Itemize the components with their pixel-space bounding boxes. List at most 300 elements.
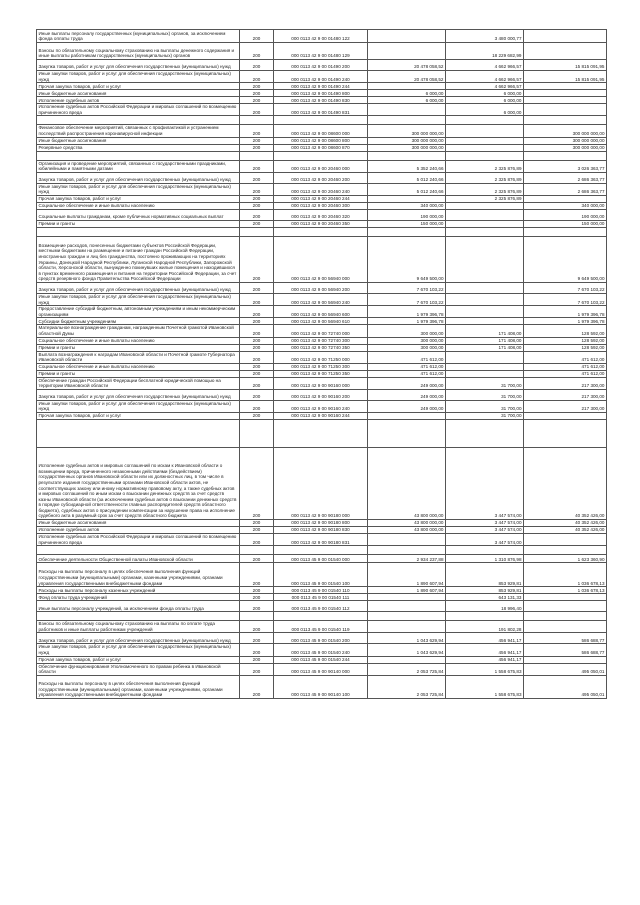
row-executed-amount-cell [446,293,524,305]
row-approved-amount-cell [368,621,446,633]
row-code-cell: 200 [240,236,274,282]
spacer-cell [446,546,524,555]
row-approved-amount-cell: 2 934 237,88 [368,555,446,563]
row-classification-code-cell: 000 0113 42 9 00 90160 200 [274,389,368,400]
row-code-cell: 200 [240,377,274,389]
table-row [37,282,607,293]
row-executed-amount-cell: 2 325 876,89 [446,160,524,172]
table-row [37,236,607,282]
row-classification-code-cell: 000 0113 45 9 00 01540 244 [274,656,368,663]
row-name-cell: Обеспечение граждан Российской Федерации бесплатной юридической помощью на территории Ивановской области [37,377,240,389]
row-approved-amount-cell: 300 000,00 [368,344,446,351]
row-code-cell: 200 [240,306,274,318]
row-code-cell: 200 [240,448,274,520]
row-unexecuted-amount-cell: 40 352 426,00 [524,527,607,534]
row-classification-code-cell: 000 0113 42 9 00 90180 800 [274,520,368,527]
row-code-cell: 200 [240,663,274,675]
table-row [37,293,607,305]
table-row [37,587,607,594]
row-unexecuted-amount-cell [524,534,607,546]
spacer-cell [240,116,274,125]
row-code-cell: 200 [240,527,274,534]
table-row [37,527,607,534]
row-name-cell: Субсидии бюджетным учреждениям [37,318,240,325]
row-code-cell: 200 [240,370,274,377]
table-row [37,202,607,209]
row-code-cell: 200 [240,183,274,195]
row-executed-amount-cell: 1 558 675,83 [446,663,524,675]
row-code-cell: 200 [240,172,274,183]
row-executed-amount-cell [446,144,524,151]
table-row [37,563,607,587]
row-classification-code-cell: 000 0113 42 9 00 56940 610 [274,318,368,325]
row-unexecuted-amount-cell: 300 000 000,00 [524,144,607,151]
spacer-cell [37,116,240,125]
table-row [37,656,607,663]
row-executed-amount-cell [446,202,524,209]
row-executed-amount-cell: 31 700,00 [446,413,524,420]
row-name-cell: Финансовое обеспечение мероприятий, связанных с профилактикой и устранением последствий распространения коронавирусной инфекции [37,125,240,137]
spacer-cell [368,151,446,160]
row-approved-amount-cell: 5 352 240,66 [368,160,446,172]
spacer-cell [274,151,368,160]
row-code-cell: 200 [240,282,274,293]
spacer-cell [524,227,607,236]
row-name-cell: Премии и гранты [37,344,240,351]
row-executed-amount-cell: 3 447 574,00 [446,527,524,534]
row-code-cell: 200 [240,43,274,60]
spacer-cell [524,546,607,555]
row-executed-amount-cell [446,318,524,325]
row-approved-amount-cell: 300 000 000,00 [368,125,446,137]
row-classification-code-cell: 000 0113 45 9 00 90140 000 [274,663,368,675]
table-row [37,318,607,325]
row-unexecuted-amount-cell: 7 670 103,22 [524,282,607,293]
row-approved-amount-cell: 43 800 000,00 [368,520,446,527]
row-name-cell: Иные закупки товаров, работ и услуг для обеспечения государственных (муниципальных) нужд [37,400,240,412]
table-row [37,344,607,351]
table-row [37,125,607,137]
spacer-cell [368,420,446,448]
table-row [37,43,607,60]
row-classification-code-cell: 000 0113 42 9 00 20460 300 [274,202,368,209]
row-code-cell: 200 [240,601,274,612]
row-name-cell: Фонд оплаты труда учреждений [37,594,240,601]
row-code-cell: 200 [240,209,274,220]
row-code-cell: 200 [240,83,274,90]
row-approved-amount-cell: 471 612,00 [368,363,446,370]
row-unexecuted-amount-cell: 471 612,00 [524,363,607,370]
row-name-cell: Исполнение судебных актов [37,527,240,534]
spacer-cell [368,546,446,555]
row-executed-amount-cell: 4 662 966,57 [446,60,524,71]
row-executed-amount-cell: 4 662 966,57 [446,71,524,83]
spacer-cell [524,116,607,125]
row-classification-code-cell: 000 0113 42 9 00 01490 240 [274,71,368,83]
row-name-cell: Организация и проведение мероприятий, связанных с государственными праздниками, юбилейными и памятными датами [37,160,240,172]
row-executed-amount-cell [446,209,524,220]
row-code-cell: 200 [240,125,274,137]
row-unexecuted-amount-cell: 586 688,77 [524,633,607,644]
row-unexecuted-amount-cell [524,83,607,90]
row-code-cell: 200 [240,318,274,325]
spacer-cell [240,546,274,555]
row-approved-amount-cell: 471 612,00 [368,351,446,363]
row-code-cell: 200 [240,656,274,663]
row-name-cell: Расходы на выплаты персоналу в целях обеспечения выполнения функций государственными (муниципальными) органами, казенными учреждениями, органами управления государственными внебюджетными фондами [37,675,240,698]
spacer-cell [368,227,446,236]
row-name-cell: Предоставление субсидий бюджетным, автономным учреждениям и иным некоммерческим организациям [37,306,240,318]
table-row [37,389,607,400]
row-unexecuted-amount-cell: 190 000,00 [524,209,607,220]
row-classification-code-cell: 000 0113 42 9 00 90160 240 [274,400,368,412]
row-code-cell: 200 [240,30,274,43]
spacer-cell [37,420,240,448]
row-unexecuted-amount-cell: 128 592,00 [524,337,607,344]
row-approved-amount-cell: 43 800 000,00 [368,527,446,534]
row-code-cell: 200 [240,534,274,546]
spacer-cell [446,227,524,236]
row-classification-code-cell: 000 0113 42 9 00 56940 200 [274,282,368,293]
row-code-cell: 200 [240,363,274,370]
row-approved-amount-cell: 340 000,00 [368,202,446,209]
row-code-cell: 200 [240,160,274,172]
row-classification-code-cell: 000 0113 45 9 00 01540 200 [274,633,368,644]
spacer-cell [524,612,607,621]
spacer-cell [446,151,524,160]
row-approved-amount-cell: 6 000,00 [368,90,446,97]
row-unexecuted-amount-cell [524,90,607,97]
row-code-cell: 200 [240,202,274,209]
table-row [37,104,607,116]
row-name-cell: Иные закупки товаров, работ и услуг для обеспечения государственных (муниципальных) нужд [37,293,240,305]
row-code-cell: 200 [240,520,274,527]
table-row [37,633,607,644]
row-classification-code-cell: 000 0113 42 9 00 01490 830 [274,97,368,104]
spacer-cell [446,612,524,621]
row-executed-amount-cell: 643 131,33 [446,594,524,601]
row-executed-amount-cell: 456 941,17 [446,644,524,656]
table-row [37,351,607,363]
row-executed-amount-cell [446,370,524,377]
row-approved-amount-cell: 43 800 000,00 [368,448,446,520]
row-code-cell: 200 [240,621,274,633]
row-classification-code-cell: 000 0113 45 9 00 01540 100 [274,563,368,587]
row-classification-code-cell: 000 0113 42 9 00 56940 240 [274,293,368,305]
spacer-row [37,116,607,125]
spacer-cell [274,546,368,555]
row-classification-code-cell: 000 0113 42 9 00 90180 830 [274,527,368,534]
row-code-cell: 200 [240,587,274,594]
row-approved-amount-cell [368,534,446,546]
spacer-cell [274,227,368,236]
spacer-row [37,612,607,621]
row-name-cell: Исполнение судебных актов [37,97,240,104]
row-name-cell: Взносы по обязательному социальному страхованию на выплаты денежного содержания и иные выплаты работникам государственных (муниципальных) органов [37,43,240,60]
row-executed-amount-cell: 853 929,81 [446,563,524,587]
table-row [37,30,607,43]
row-executed-amount-cell [446,220,524,227]
row-name-cell: Закупка товаров, работ и услуг для обеспечения государственных (муниципальных) нужд [37,172,240,183]
row-unexecuted-amount-cell: 495 050,01 [524,663,607,675]
spacer-cell [274,420,368,448]
row-unexecuted-amount-cell: 40 352 426,00 [524,448,607,520]
row-classification-code-cell: 000 0113 42 9 00 01490 244 [274,83,368,90]
row-name-cell: Социальное обеспечение и иные выплаты населению [37,202,240,209]
row-code-cell: 200 [240,325,274,337]
row-unexecuted-amount-cell: 2 686 363,77 [524,172,607,183]
spacer-cell [274,612,368,621]
row-name-cell: Прочая закупка товаров, работ и услуг [37,195,240,202]
spacer-row [37,420,607,448]
row-unexecuted-amount-cell [524,30,607,43]
row-approved-amount-cell: 249 000,00 [368,389,446,400]
row-approved-amount-cell [368,594,446,601]
row-name-cell: Иные выплаты персоналу государственных (муниципальных) органов, за исключением фонда оплаты труда [37,30,240,43]
row-classification-code-cell: 000 0113 42 9 00 01490 831 [274,104,368,116]
row-approved-amount-cell: 2 053 725,84 [368,663,446,675]
row-name-cell: Прочая закупка товаров, работ и услуг [37,656,240,663]
row-code-cell: 200 [240,351,274,363]
table-row [37,337,607,344]
table-row [37,675,607,698]
row-executed-amount-cell: 853 929,81 [446,587,524,594]
row-classification-code-cell: 000 0113 42 9 00 01490 800 [274,90,368,97]
row-classification-code-cell: 000 0113 45 9 00 01540 119 [274,621,368,633]
row-approved-amount-cell: 1 979 396,78 [368,306,446,318]
row-code-cell: 200 [240,633,274,644]
row-code-cell: 200 [240,413,274,420]
row-classification-code-cell: 000 0113 42 9 00 20460 350 [274,220,368,227]
row-unexecuted-amount-cell [524,594,607,601]
row-unexecuted-amount-cell [524,97,607,104]
row-classification-code-cell: 000 0113 45 9 00 01540 112 [274,601,368,612]
row-executed-amount-cell [446,137,524,144]
row-executed-amount-cell [446,125,524,137]
row-executed-amount-cell: 171 408,00 [446,325,524,337]
table-row [37,448,607,520]
row-code-cell: 200 [240,337,274,344]
row-name-cell: Прочая закупка товаров, работ и услуг [37,413,240,420]
spacer-cell [240,420,274,448]
row-unexecuted-amount-cell: 300 000 000,00 [524,125,607,137]
row-classification-code-cell: 000 0113 42 9 00 90160 244 [274,413,368,420]
row-code-cell: 200 [240,220,274,227]
row-executed-amount-cell: 3 447 574,00 [446,534,524,546]
spacer-cell [37,546,240,555]
row-classification-code-cell: 000 0113 45 9 00 01540 240 [274,644,368,656]
row-name-cell: Расходы на выплаты персоналу казенных учреждений [37,587,240,594]
row-classification-code-cell: 000 0113 42 9 00 71250 000 [274,351,368,363]
row-executed-amount-cell [446,363,524,370]
table-row [37,306,607,318]
row-name-cell: Расходы на выплаты персоналу в целях обеспечения выполнения функций государственными (муниципальными) органами, казенными учреждениями, органами управления государственными внебюджетными фондами [37,563,240,587]
row-classification-code-cell: 000 0113 42 9 00 20460 200 [274,172,368,183]
row-unexecuted-amount-cell [524,104,607,116]
table-row [37,144,607,151]
row-approved-amount-cell: 1 043 629,94 [368,633,446,644]
row-executed-amount-cell: 6 000,00 [446,90,524,97]
row-name-cell: Премии и гранты [37,220,240,227]
table-row [37,97,607,104]
row-executed-amount-cell: 1 558 675,83 [446,675,524,698]
row-classification-code-cell: 000 0113 45 9 00 90140 100 [274,675,368,698]
row-executed-amount-cell: 171 408,00 [446,344,524,351]
spacer-cell [524,151,607,160]
row-approved-amount-cell [368,43,446,60]
row-unexecuted-amount-cell: 340 000,00 [524,202,607,209]
row-classification-code-cell: 000 0113 42 9 00 20460 240 [274,183,368,195]
row-code-cell: 200 [240,594,274,601]
row-classification-code-cell: 000 0113 42 9 00 56940 000 [274,236,368,282]
row-name-cell: Социальные выплаты гражданам, кроме публичных нормативных социальных выплат [37,209,240,220]
table-row [37,644,607,656]
row-code-cell: 200 [240,344,274,351]
row-name-cell: Социальное обеспечение и иные выплаты населению [37,337,240,344]
spacer-cell [368,612,446,621]
row-approved-amount-cell: 5 012 240,66 [368,183,446,195]
spacer-cell [524,420,607,448]
table-row [37,663,607,675]
row-approved-amount-cell: 1 890 607,94 [368,563,446,587]
row-name-cell: Иные бюджетные ассигнования [37,90,240,97]
row-approved-amount-cell: 5 012 240,66 [368,172,446,183]
row-executed-amount-cell: 1 310 876,98 [446,555,524,563]
table-row [37,413,607,420]
row-unexecuted-amount-cell: 15 815 091,95 [524,60,607,71]
spacer-row [37,151,607,160]
row-unexecuted-amount-cell: 128 592,00 [524,344,607,351]
row-executed-amount-cell [446,351,524,363]
table-row [37,160,607,172]
row-executed-amount-cell: 171 408,00 [446,337,524,344]
row-approved-amount-cell: 7 670 103,22 [368,293,446,305]
row-executed-amount-cell: 191 802,28 [446,621,524,633]
row-unexecuted-amount-cell: 217 300,00 [524,377,607,389]
row-classification-code-cell: 000 0113 42 9 00 01480 129 [274,43,368,60]
row-classification-code-cell: 000 0113 42 9 00 56940 600 [274,306,368,318]
table-row [37,621,607,633]
spacer-cell [274,116,368,125]
row-executed-amount-cell: 31 700,00 [446,400,524,412]
row-approved-amount-cell: 6 000,00 [368,97,446,104]
row-classification-code-cell: 000 0113 45 9 00 01540 110 [274,587,368,594]
row-classification-code-cell: 000 0113 42 9 00 71250 350 [274,370,368,377]
row-classification-code-cell: 000 0113 42 9 00 90180 831 [274,534,368,546]
budget-execution-table [36,29,607,699]
row-approved-amount-cell: 1 890 607,94 [368,587,446,594]
table-row [37,377,607,389]
row-classification-code-cell: 000 0113 42 9 00 08600 000 [274,125,368,137]
table-row [37,172,607,183]
row-code-cell: 200 [240,195,274,202]
row-unexecuted-amount-cell: 9 649 500,00 [524,236,607,282]
row-unexecuted-amount-cell: 586 688,77 [524,644,607,656]
table-row [37,195,607,202]
row-executed-amount-cell [446,282,524,293]
row-unexecuted-amount-cell [524,195,607,202]
row-classification-code-cell: 000 0113 42 9 00 72740 300 [274,337,368,344]
row-name-cell: Резервные средства [37,144,240,151]
row-executed-amount-cell: 2 325 876,89 [446,195,524,202]
row-executed-amount-cell [446,236,524,282]
row-executed-amount-cell: 2 325 876,89 [446,172,524,183]
row-approved-amount-cell: 20 478 058,52 [368,60,446,71]
row-executed-amount-cell: 6 000,00 [446,97,524,104]
row-approved-amount-cell [368,83,446,90]
row-approved-amount-cell: 249 000,00 [368,400,446,412]
row-classification-code-cell: 000 0113 42 9 00 01480 122 [274,30,368,43]
table-row [37,325,607,337]
row-name-cell: Закупка товаров, работ и услуг для обеспечения государственных (муниципальных) нужд [37,60,240,71]
row-unexecuted-amount-cell [524,621,607,633]
row-classification-code-cell: 000 0113 42 9 00 20460 320 [274,209,368,220]
row-unexecuted-amount-cell: 3 026 363,77 [524,160,607,172]
row-approved-amount-cell: 249 000,00 [368,377,446,389]
row-name-cell: Иные закупки товаров, работ и услуг для обеспечения государственных (муниципальных) нужд [37,71,240,83]
row-classification-code-cell: 000 0113 42 9 00 90160 000 [274,377,368,389]
table-row [37,209,607,220]
row-code-cell: 200 [240,563,274,587]
row-unexecuted-amount-cell [524,413,607,420]
row-approved-amount-cell: 20 478 058,52 [368,71,446,83]
row-name-cell: Взносы по обязательному социальному страхованию на выплаты по оплате труда работников и иные выплаты работникам учреждений [37,621,240,633]
row-unexecuted-amount-cell [524,43,607,60]
row-approved-amount-cell: 2 053 725,84 [368,675,446,698]
row-executed-amount-cell: 3 447 574,00 [446,520,524,527]
table-row [37,137,607,144]
spacer-cell [37,612,240,621]
row-approved-amount-cell: 7 670 103,22 [368,282,446,293]
row-classification-code-cell: 000 0113 42 9 00 08600 870 [274,144,368,151]
row-approved-amount-cell: 190 000,00 [368,209,446,220]
row-approved-amount-cell [368,30,446,43]
row-code-cell: 200 [240,389,274,400]
row-unexecuted-amount-cell: 128 592,00 [524,325,607,337]
spacer-cell [240,151,274,160]
table-row [37,520,607,527]
row-name-cell: Иные бюджетные ассигнования [37,137,240,144]
row-name-cell: Возмещение расходов, понесенных бюджетами субъектов Российской Федерации, местными бюджетами на размещение и питание граждан Российской Федерации, иностранных граждан и лиц без гражданства, постоянно проживающих на территориях Украины, Донецкой Народной Республики, Луганской Народной Республики, Запорожской области, Херсонской области, вынужденно покинувших жилые помещения и находившихся в пунктах временного размещения и питания на территории Российской Федерации, за счет средств резервного фонда Правительства Российской Федерации [37,236,240,282]
table-row [37,601,607,612]
row-code-cell: 200 [240,104,274,116]
table-row [37,363,607,370]
row-approved-amount-cell [368,195,446,202]
row-name-cell: Иные закупки товаров, работ и услуг для обеспечения государственных (муниципальных) нужд [37,644,240,656]
spacer-cell [37,151,240,160]
spacer-cell [37,227,240,236]
row-executed-amount-cell: 6 000,00 [446,104,524,116]
row-classification-code-cell: 000 0113 42 9 00 72740 000 [274,325,368,337]
row-unexecuted-amount-cell: 217 300,00 [524,389,607,400]
row-classification-code-cell: 000 0113 42 9 00 72740 350 [274,344,368,351]
row-unexecuted-amount-cell: 1 979 396,78 [524,306,607,318]
row-classification-code-cell: 000 0113 42 9 00 01490 200 [274,60,368,71]
row-executed-amount-cell: 4 662 966,57 [446,83,524,90]
row-unexecuted-amount-cell: 217 300,00 [524,400,607,412]
row-unexecuted-amount-cell: 1 036 678,13 [524,563,607,587]
row-name-cell: Закупка товаров, работ и услуг для обеспечения государственных (муниципальных) нужд [37,633,240,644]
row-executed-amount-cell: 456 941,17 [446,656,524,663]
spacer-row [37,227,607,236]
table-row [37,534,607,546]
row-name-cell: Иные бюджетные ассигнования [37,520,240,527]
row-name-cell: Выплата вознаграждения к наградам Ивановской области и Почетной грамоте Губернатора Ивановской области [37,351,240,363]
row-approved-amount-cell: 471 612,00 [368,370,446,377]
row-name-cell: Иные выплаты персоналу учреждений, за исключением фонда оплаты труда [37,601,240,612]
table-row [37,400,607,412]
table-row [37,183,607,195]
